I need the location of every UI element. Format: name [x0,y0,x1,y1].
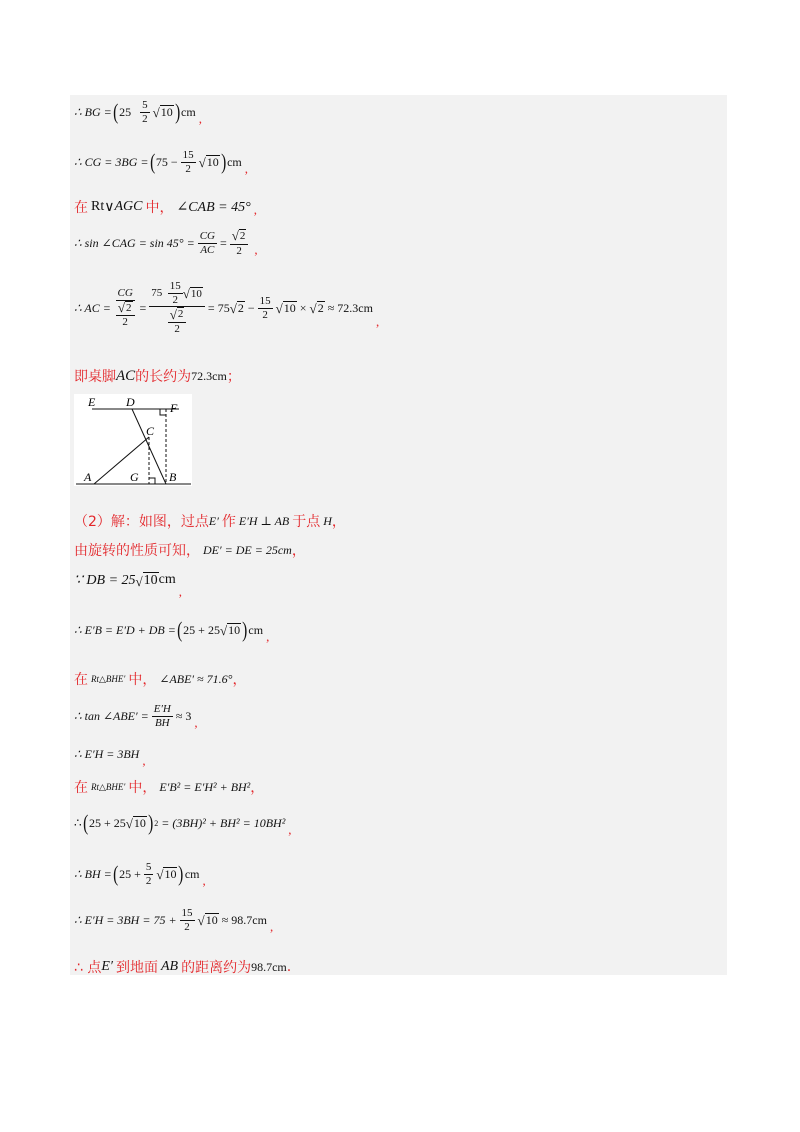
label-g: G [130,470,139,484]
label-f: F [170,401,178,415]
sqrt: √ 10 [152,104,173,121]
equation-eh: ∴ E′H = 3BH , [74,746,146,768]
fraction: √ 2 2 [230,229,249,257]
fraction: CG √ 2 2 [117,286,133,329]
fraction: $\frac{5}{2}$ [142,98,148,125]
equation-eb: ∴ E′B = E′D + DB = ( 25 + 25 √ 10 ) cm , [74,617,270,644]
equation-lhs: ∴ AC = [74,300,111,315]
conclusion-distance: ∴ 点 E′ 到地面 AB 的距离约为 98.7cm . [74,959,292,976]
fraction: $\frac{15}{2}$ [259,294,271,321]
fraction: $\frac{5}{2}$ [145,860,152,887]
rotation-property: 由旋转的性质可知， DE′ = DE = 25cm ， [74,542,306,559]
text-pythagoras: 在 Rt△BHE′ 中， E′B² = E′H² + BH² ， [74,779,265,796]
equation-tan: ∴ tan ∠ABE′ = $\frac{E'H}{BH}$ ≈ 3 , [74,702,198,730]
angle-expr: ∠CAB = 45° [176,199,251,215]
conclusion-ac: 即桌脚 AC 的长约为 72.3cm ； [74,367,241,385]
fraction: $\frac{15}{2}$ [182,148,194,175]
equation-cg: ∴ CG = 3BG = ( 75 − $\frac{15}{2}$ √ 10 ) cm , [74,148,248,176]
label-d: D [126,395,135,409]
label-b: B [169,470,177,484]
equation-lhs: ∴ BG = [74,104,112,119]
geometry-figure [74,394,192,486]
equation-ac: ∴ AC = CG √ 2 2 = 75 $\frac{15}{2}$ √ 10 √ 2 2 = 75 √ 2 − $\frac{15}{2}$ √ 10 × √ 2 ≈ 72.3cm , [74,280,380,336]
part2-intro: （2）解：如图，过点 E′ 作 E′H ⊥ AB 于点 H ， [74,513,346,530]
equation-sin: ∴ sin ∠CAG = sin 45° = $\frac{CG}{AC}$ = √ 2 2 , [74,227,258,257]
label-c: C [146,424,155,438]
equation-eh-value: ∴ E′H = 3BH = 75 + $\frac{15}{2}$ √ 10 ≈ 98.7cm , [74,906,274,934]
unit: cm [181,104,196,119]
fraction: $\frac{15}{2}$ [181,906,193,933]
rt-label: Rt [91,199,105,214]
label-a: A [84,470,92,484]
equation-db: ∵ DB = 25 √ 10 cm , [74,572,183,599]
equation-squared: ∴ ( 25 + 25 √ 10 ) 2 = (3BH)² + BH² = 10BH² , [74,810,292,837]
equation-lhs: ∴ CG = 3BG = [74,154,149,169]
unit: cm [227,154,242,169]
equation-bg: ∴ BG = ( 25 $\frac{5}{2}$ √ 10 ) cm , [74,98,202,126]
equation-bh: ∴ BH = ( 25 + $\frac{5}{2}$ √ 10 ) cm , [74,860,206,888]
term: 75 − [155,154,178,169]
sqrt: √ 10 [198,154,219,171]
text-rt-bhe: 在 Rt△BHE′ 中， ∠ABE′ ≈ 71.6° ， [74,671,247,688]
fraction: $\frac{CG}{AC}$ [199,229,215,256]
text-rt-agc: 在 Rt ∨ AGC 中， ∠CAB = 45° , [74,199,257,217]
term: 25 [119,104,132,119]
fraction: $\frac{E'H}{BH}$ [153,702,171,729]
label-e: E [88,395,96,409]
fraction: 75 $\frac{15}{2}$ √ 10 √ 2 2 [149,280,205,336]
solution-panel [70,95,727,975]
equation-lhs: ∴ sin ∠CAG = sin 45° = [74,235,195,250]
